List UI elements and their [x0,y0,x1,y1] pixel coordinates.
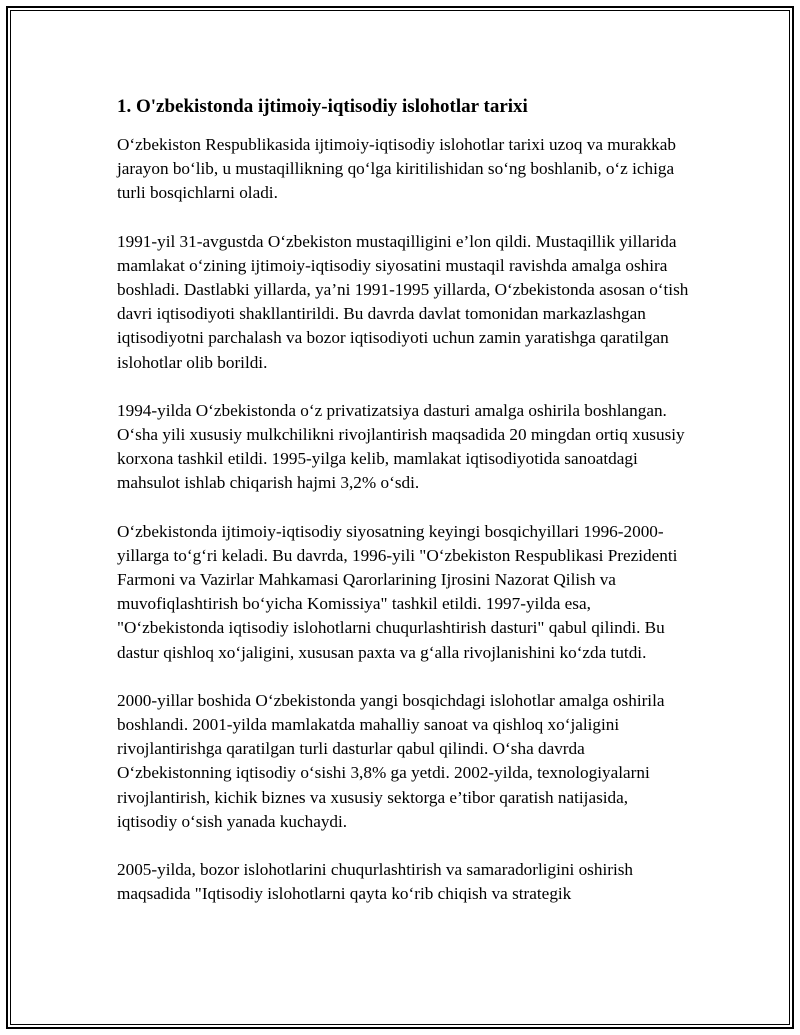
paragraph-2000s: 2000-yillar boshida O‘zbekistonda yangi bosqichdagi islohotlar amalga oshirila boshlandi. 2001-yilda mamlakatda mahalliy sanoat va qishloq xo‘jaligini rivojlantirishga qaratilgan turli dasturlar qabul qilindi. O‘sha davrda O‘zbekistonning iqtisodiy o‘sishi 3,8% ga yetdi. 2002-yilda, texnologiyalarni rivojlantirish, kichik biznes va xususiy sektorga e’tibor qaratish natijasida, iqtisodiy o‘sish yanada kuchaydi. [117,690,665,831]
document-body [117,93,692,930]
paragraph-intro: O‘zbekiston Respublikasida ijtimoiy-iqtisodiy islohotlar tarixi uzoq va murakkab jarayon bo‘lib, u mustaqillikning qo‘lga kiritilishidan so‘ng boshlanib, o‘z ichiga turli bosqichlarni oladi. [117,135,676,203]
paragraph-2005: 2005-yilda, bozor islohotlarini chuqurlashtirish va samaradorligini oshirish maqsadida "Iqtisodiy islohotlarni qayta ko‘rib chiqish va strategik [117,860,634,904]
paragraph-1991: 1991-yil 31-avgustda O‘zbekiston mustaqilligini e’lon qildi. Mustaqillik yillarida mamlakat o‘zining ijtimoiy-iqtisodiy siyosatini mustaqil ravishda amalga oshira boshladi. Dastlabki yillarda, ya’ni 1991-1995 yillarda, O‘zbekistonda asosan o‘tish davri iqtisodiyoti shakllantirildi. Bu davrda davlat tomonidan markazlashgan iqtisodiyotni parchalash va bozor iqtisodiyoti uchun zamin yaratishga qaratilgan islohotlar olib borildi. [117,231,689,372]
section-heading: 1. O'zbekistonda ijtimoiy-iqtisodiy islohotlar tarixi [117,96,528,117]
paragraph-1996-2000: O‘zbekistonda ijtimoiy-iqtisodiy siyosatning keyingi bosqichyillari 1996-2000-yillarga to‘g‘ri keladi. Bu davrda, 1996-yili "O‘zbekiston Respublikasi Prezidenti Farmoni va Vazirlar Mahkamasi Qarorlarining Ijrosini Nazorat Qilish va muvofiqlashtirish bo‘yicha Komissiya" tashkil etildi. 1997-yilda esa, "O‘zbekistonda iqtisodiy islohotlarni chuqurlashtirish dasturi" qabul qilindi. Bu dastur qishloq xo‘jaligini, xususan paxta va g‘alla rivojlanishini ko‘zda tutdi. [117,521,678,662]
paragraph-1994: 1994-yilda O‘zbekistonda o‘z privatizatsiya dasturi amalga oshirila boshlangan. O‘sha yili xususiy mulkchilikni rivojlantirish maqsadida 20 mingdan ortiq xususiy korxona tashkil etildi. 1995-yilga kelib, mamlakat iqtisodiyotida sanoatdagi mahsulot ishlab chiqarish hajmi 3,2% o‘sdi. [117,400,685,493]
